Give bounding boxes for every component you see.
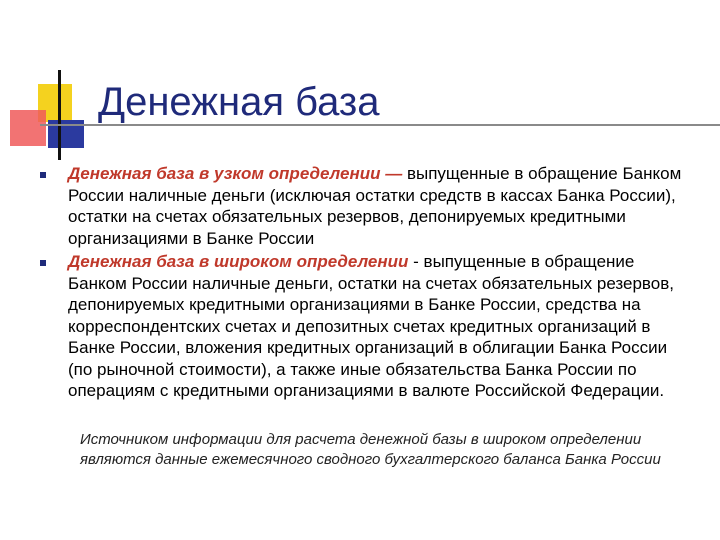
bullet-text: - выпущенные в обращение Банком России наличные деньги, остатки на счетах обязательных резервов, депонируемых кредитными организациями в Банке России, средства на корреспондентских счетах и депозитных счетах кредитных организаций в Банке России, вложения кредитных организаций в облигации Банка России (по рыночной стоимости), а также иные обязательства Банка России по операциям с кредитными организациями в валюте Российской Федерации. — [68, 252, 674, 400]
slide-title: Денежная база — [98, 80, 380, 124]
bullet-term: Денежная база в узком определении — — [68, 164, 407, 183]
red-square-decoration — [10, 110, 46, 146]
square-bullet-icon — [40, 260, 46, 266]
bullet-term: Денежная база в широком определении — [68, 252, 409, 271]
slide-logo-decoration — [0, 0, 100, 160]
bullet-item-narrow — [36, 163, 696, 249]
bullet-text: выпущенные в обращение Банком России наличные деньги (исключая остатки средств в кассах Банка России), остатки на счетах обязательных резервов, депонируемых кредитными организациями в Банке России — [68, 164, 682, 248]
square-bullet-icon — [40, 172, 46, 178]
vertical-rule — [58, 70, 61, 160]
bullet-list — [36, 163, 696, 402]
bullet-item-broad — [36, 251, 696, 402]
source-note: Источником информации для расчета денежной базы в широком определении являются данные ежемесячного сводного бухгалтерского баланса Банка России — [80, 431, 661, 468]
